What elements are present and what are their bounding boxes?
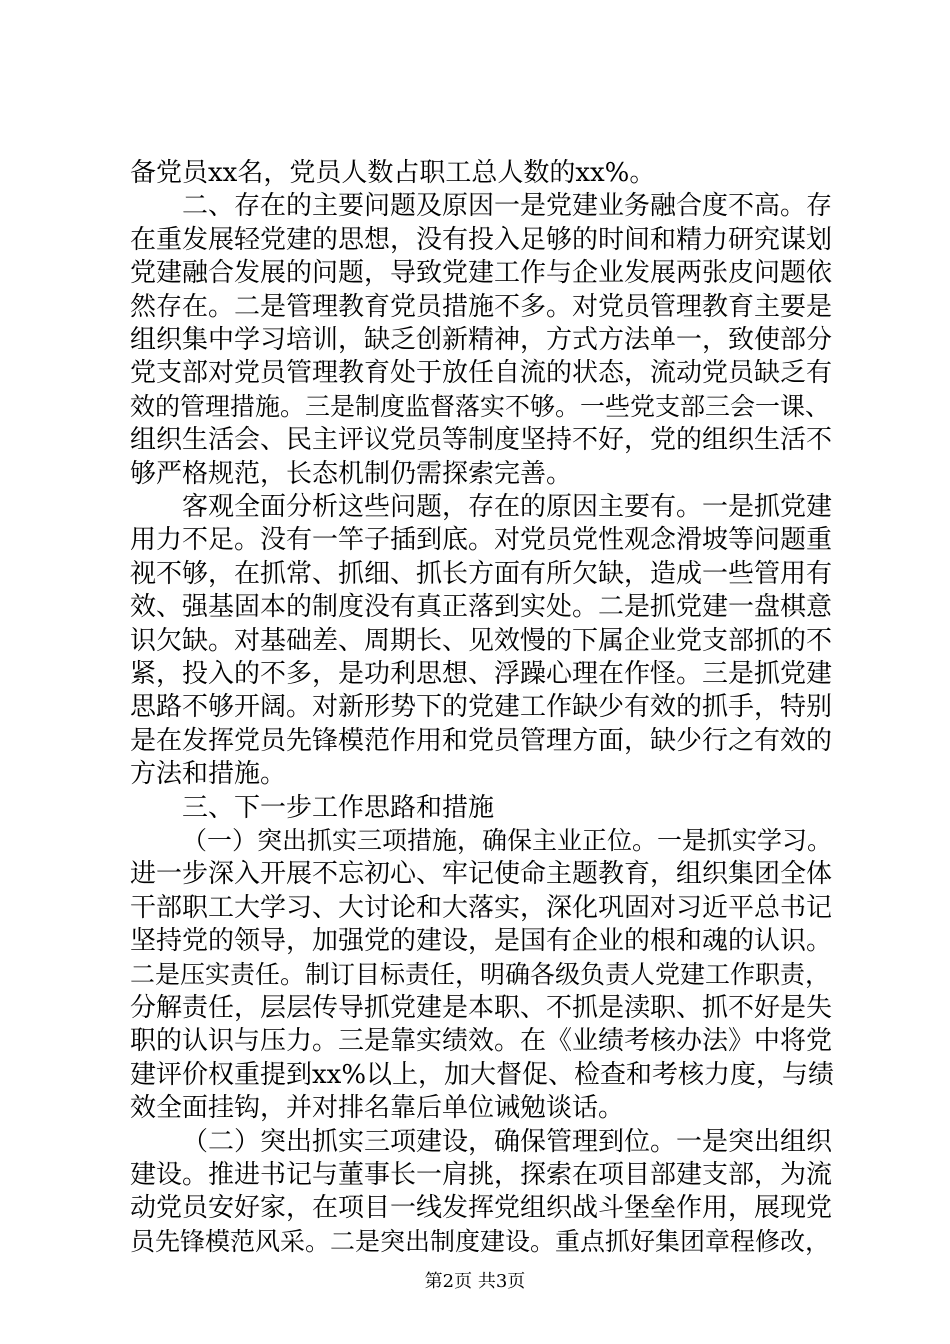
text-line: 效全面挂钩，并对排名靠后单位诫勉谈话。: [130, 1093, 625, 1123]
text-line: 分解责任，层层传导抓党建是本职、不抓是渎职、抓不好是失: [130, 993, 833, 1023]
text-line: 在重发展轻党建的思想，没有投入足够的时间和精力研究谋划: [130, 225, 833, 255]
text-line: 效、强基固本的制度没有真正落到实处。二是抓党建一盘棋意: [130, 592, 833, 622]
text-line: （一）突出抓实三项措施，确保主业正位。一是抓实学习。: [182, 826, 833, 855]
text-line: 干部职工大学习、大讨论和大落实，深化巩固对习近平总书记: [130, 893, 833, 923]
text-line: 备党员xx名，党员人数占职工总人数的xx%。: [130, 158, 656, 188]
text-line: 组织生活会、民主评议党员等制度坚持不好，党的组织生活不: [130, 425, 833, 455]
text-line: 建评价权重提到xx%以上，加大督促、检查和考核力度，与绩: [130, 1060, 835, 1090]
text-line: 进一步深入开展不忘初心、牢记使命主题教育，组织集团全体: [130, 859, 833, 889]
text-line: 视不够，在抓常、抓细、抓长方面有所欠缺，造成一些管用有: [130, 559, 833, 589]
text-line: 建设。推进书记与董事长一肩挑，探索在项目部建支部，为流: [130, 1160, 833, 1190]
text-line: 方法和措施。: [130, 759, 287, 789]
text-line: 然存在。二是管理教育党员措施不多。对党员管理教育主要是: [130, 292, 833, 322]
text-line: 思路不够开阔。对新形势下的党建工作缺少有效的抓手，特别: [130, 692, 833, 722]
text-line: （二）突出抓实三项建设，确保管理到位。一是突出组织: [182, 1127, 833, 1157]
text-line: 紧，投入的不多，是功利思想、浮躁心理在作怪。三是抓党建: [130, 659, 833, 689]
text-line: 坚持党的领导，加强党的建设，是国有企业的根和魂的认识。: [130, 926, 833, 956]
text-line: 用力不足。没有一竿子插到底。对党员党性观念滑坡等问题重: [130, 525, 833, 555]
section-heading: 三、下一步工作思路和措施: [182, 793, 495, 823]
text-line: 党支部对党员管理教育处于放任自流的状态，流动党员缺乏有: [130, 358, 833, 388]
text-line: 是在发挥党员先锋模范作用和党员管理方面，缺少行之有效的: [130, 726, 833, 756]
text-line: 识欠缺。对基础差、周期长、见效慢的下属企业党支部抓的不: [130, 626, 833, 656]
text-line: 员先锋模范风采。二是突出制度建设。重点抓好集团章程修改，: [130, 1227, 831, 1256]
text-line: 够严格规范，长态机制仍需探索完善。: [130, 459, 573, 489]
page-footer: 第2页 共3页: [424, 1271, 526, 1292]
text-line: 客观全面分析这些问题，存在的原因主要有。一是抓党建: [182, 492, 833, 522]
text-line: 党建融合发展的问题，导致党建工作与企业发展两张皮问题依: [130, 258, 833, 288]
text-line: 动党员安好家，在项目一线发挥党组织战斗堡垒作用，展现党: [130, 1193, 833, 1223]
text-line: 二是压实责任。制订目标责任，明确各级负责人党建工作职责，: [130, 960, 831, 989]
text-line: 组织集中学习培训，缺乏创新精神，方式方法单一，致使部分: [130, 325, 833, 355]
text-line: 职的认识与压力。三是靠实绩效。在《业绩考核办法》中将党: [130, 1026, 833, 1056]
text-line: 效的管理措施。三是制度监督落实不够。一些党支部三会一课、: [130, 392, 831, 421]
text-line: 二、存在的主要问题及原因一是党建业务融合度不高。存: [182, 191, 833, 221]
